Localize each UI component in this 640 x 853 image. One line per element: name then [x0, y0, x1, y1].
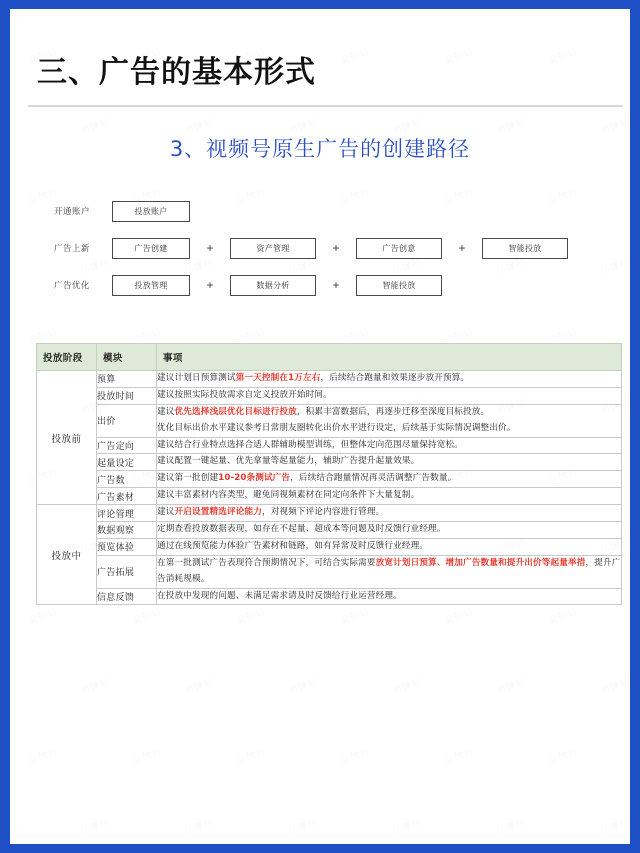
module-cell: 广告素材 [97, 488, 157, 505]
guidelines-table-wrapper [36, 343, 622, 605]
header-module: 模块 [97, 344, 157, 371]
table-row [37, 471, 622, 488]
item-cell [157, 371, 622, 388]
item-paragraph [157, 405, 621, 421]
item-paragraph [157, 454, 621, 470]
item-paragraph [157, 388, 621, 404]
item-cell [157, 404, 622, 437]
highlighted-text: 放宽计划日预算、增加广告数量和提升出价等起量举措 [375, 557, 586, 568]
item-text: 建议 [157, 406, 175, 417]
item-text: 建议 [157, 507, 175, 518]
item-paragraph [157, 438, 621, 454]
table-row [37, 404, 622, 437]
flow-row-label: 广告上新 [54, 244, 91, 254]
item-cell [157, 387, 622, 404]
stage-cell: 投放前 [37, 371, 97, 505]
table-header-row [37, 344, 622, 371]
table-row [37, 437, 622, 454]
item-paragraph [157, 505, 621, 521]
flow-box[interactable]: 广告创建 [112, 238, 190, 259]
table-row [37, 488, 622, 505]
module-cell: 出价 [97, 404, 157, 437]
item-cell [157, 454, 622, 471]
flow-box[interactable]: 投放管理 [112, 275, 190, 296]
item-cell [157, 555, 622, 588]
guidelines-table [36, 343, 622, 605]
table-row [37, 555, 622, 588]
module-cell: 评论管理 [97, 505, 157, 522]
flow-box[interactable]: 数据分析 [230, 275, 316, 296]
table-row [37, 371, 622, 388]
slide-content [10, 9, 630, 844]
module-cell: 预算 [97, 371, 157, 388]
title-divider [28, 105, 623, 107]
item-paragraph [157, 421, 621, 437]
table-body [37, 371, 622, 605]
plus-connector-icon: + [332, 278, 340, 292]
item-text: 建议丰富素材内容类型，避免同视频素材在同定向条件下大量复制。 [157, 490, 420, 501]
item-text: 通过在线预览能力体验广告素材和链路，如有异常及时反馈行业经理。 [157, 540, 429, 551]
module-cell: 起量设定 [97, 454, 157, 471]
module-cell: 数据观察 [97, 522, 157, 539]
flow-box[interactable]: 智能投放 [356, 275, 442, 296]
highlighted-text: 第一天控制在1万左右 [235, 373, 321, 383]
item-text: ，后续结合跑量和效果逐步放开预算。 [320, 373, 470, 383]
item-text: 在投放中发现的问题、未满足需求请及时反馈给行业运营经理。 [157, 590, 402, 601]
item-cell [157, 488, 622, 505]
page-subtitle: 3、视频号原生广告的创建路径 [169, 137, 471, 161]
item-paragraph [157, 488, 621, 504]
item-cell [157, 588, 622, 605]
item-paragraph [157, 556, 621, 588]
item-paragraph [157, 522, 621, 538]
item-paragraph [157, 371, 621, 387]
item-cell [157, 522, 622, 539]
item-text: 建议配置一键起量、优先拿量等起量能力，辅助广告提升起量效果。 [157, 456, 420, 467]
module-cell: 投放时间 [97, 387, 157, 404]
item-cell [157, 538, 622, 555]
item-text: ，对视频下评论内容进行管理。 [261, 507, 385, 518]
highlighted-text: 10-20条测试广告 [218, 473, 291, 484]
item-paragraph [157, 539, 621, 555]
slide-sheet [10, 9, 630, 844]
item-text: 建议第一批创建 [157, 473, 219, 484]
flow-box[interactable]: 资产管理 [230, 238, 316, 259]
highlighted-text: 开启设置精选评论能力 [174, 507, 262, 518]
table-row [37, 505, 622, 522]
item-text: 定期查看投放数据表现，如存在不起量、超成本等问题及时反馈行业经理。 [157, 524, 446, 535]
header-stage: 投放阶段 [37, 344, 97, 371]
item-text: 优化目标出价水平建议参考日常朋友圈转化出价水平进行设定，后续基于实际情况调整出价。 [157, 422, 516, 433]
page-title: 三、广告的基本形式 [37, 55, 316, 90]
module-cell: 广告数 [97, 471, 157, 488]
item-text: 在第一批测试广告表现符合预期情况下，可结合实际需要 [157, 557, 376, 568]
flow-box[interactable]: 智能投放 [482, 238, 568, 259]
item-cell [157, 437, 622, 454]
module-cell: 广告定向 [97, 437, 157, 454]
item-text: 建议计划日预算测试 [157, 373, 236, 383]
item-paragraph [157, 471, 621, 487]
item-text: ，后续结合跑量情况再灵活调整广告数量。 [290, 473, 457, 484]
flow-box[interactable]: 广告创意 [356, 238, 442, 259]
flow-row [54, 231, 614, 265]
table-row [37, 588, 622, 605]
table-row [37, 454, 622, 471]
flow-row-label: 开通账户 [54, 207, 91, 217]
module-cell: 信息反馈 [97, 588, 157, 605]
table-row [37, 522, 622, 539]
flow-row-label: 广告优化 [54, 281, 91, 291]
item-text: ，积累丰富数据后，再逐步迁移至深度目标投放。 [296, 406, 490, 417]
table-row [37, 387, 622, 404]
item-text: 建议结合行业特点选择合适人群辅助模型训练，但整体定向范围尽量保持宽松。 [157, 439, 464, 450]
module-cell: 预览体验 [97, 538, 157, 555]
plus-connector-icon: + [332, 241, 340, 255]
plus-connector-icon: + [206, 278, 214, 292]
item-cell [157, 505, 622, 522]
module-cell: 广告拓展 [97, 555, 157, 588]
flow-box[interactable]: 投放账户 [112, 201, 190, 222]
flow-diagram [54, 194, 614, 305]
item-text: 建议按照实际投放需求自定义投放开始时间。 [157, 389, 332, 400]
table-row [37, 538, 622, 555]
item-paragraph [157, 589, 621, 605]
item-cell [157, 471, 622, 488]
plus-connector-icon: + [206, 241, 214, 255]
item-text: ，提升广告消耗规模。 [157, 557, 621, 584]
flow-row [54, 268, 614, 302]
highlighted-text: 优先选择浅层优化目标进行投放 [174, 406, 297, 417]
plus-connector-icon: + [458, 241, 466, 255]
flow-row [54, 194, 614, 228]
header-item: 事项 [157, 344, 622, 371]
stage-cell: 投放中 [37, 505, 97, 605]
